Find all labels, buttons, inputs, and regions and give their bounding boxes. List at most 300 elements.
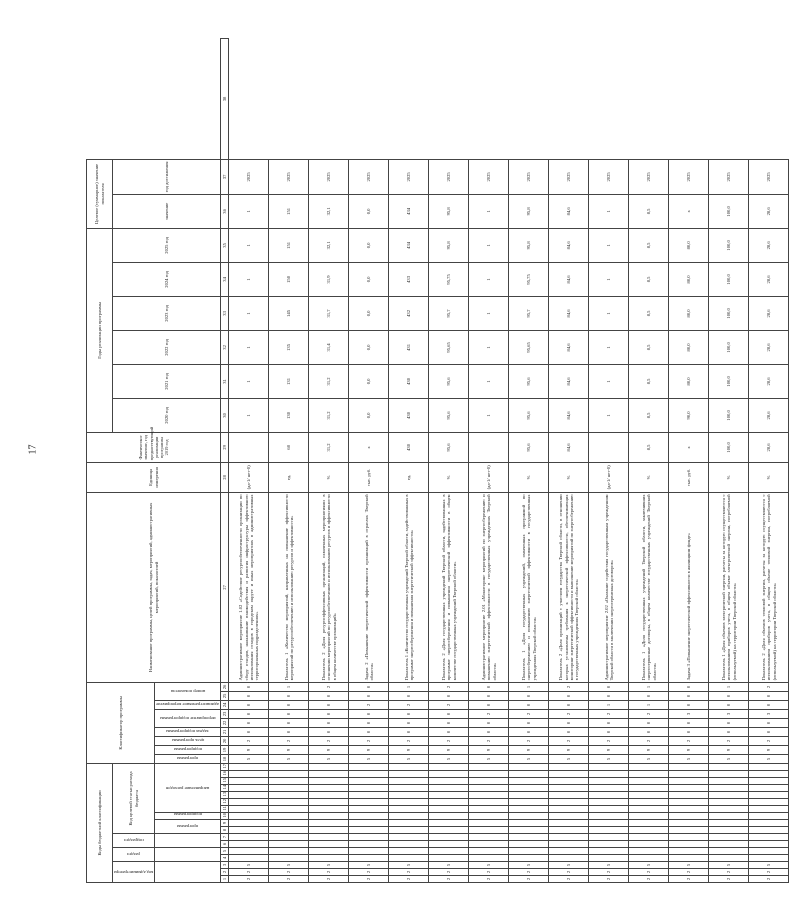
classifier-digit: 0 — [469, 718, 509, 727]
column-number: 26 — [221, 682, 229, 691]
budget-code-cell — [589, 855, 629, 862]
budget-code-cell — [469, 848, 509, 855]
code-digit: 2 — [749, 869, 789, 876]
budget-code-cell — [349, 799, 389, 806]
budget-code-cell — [749, 806, 789, 813]
item-name: Задача 2 «Повышение энергетической эффективности организаций в отраслях Тверской области» — [349, 492, 389, 682]
table-body — [229, 39, 789, 883]
budget-code-cell — [629, 785, 669, 792]
classifier-digit: 9 — [629, 745, 669, 754]
budget-code-cell — [429, 778, 469, 785]
budget-code-cell — [349, 820, 389, 827]
classifier-digit: 5 — [309, 754, 349, 763]
budget-code-cell — [709, 848, 749, 855]
item-name: Показатель 1 «Доля государственных учреждений, охваченных программой по энергосбережению и повышению энергетической эффективности в государственных учреждениях Тверской области» — [509, 492, 549, 682]
classifier-digit: 2 — [349, 700, 389, 709]
budget-code-cell — [349, 827, 389, 834]
header-years-group: Годы реализации программы — [87, 228, 113, 432]
budget-code-cell — [669, 785, 709, 792]
column-number: 16 — [222, 770, 228, 776]
budget-code-cell — [669, 763, 709, 770]
column-number: 21 — [221, 727, 229, 736]
header-target-group: Целевое (суммарное) значение показателя — [87, 159, 113, 228]
column-number: 22 — [221, 718, 229, 727]
year-value: 84,6 — [549, 330, 589, 364]
classifier-digit: 0 — [669, 727, 709, 736]
budget-code-cell — [589, 827, 629, 834]
year-value: 0,0 — [349, 262, 389, 296]
classifier-digit: 0 — [549, 691, 589, 700]
target-year: 2025 — [429, 159, 469, 194]
classifier-digit: 9 — [589, 745, 629, 754]
year-value: 31,9 — [309, 262, 349, 296]
classifier-digit: 5 — [669, 754, 709, 763]
budget-code-cell — [749, 841, 789, 848]
budget-code-cell — [669, 834, 709, 841]
code-digit: 2 — [309, 869, 349, 876]
target-value: х — [669, 194, 709, 228]
program-table — [86, 38, 789, 883]
code-digit: 5 — [269, 862, 309, 869]
classifier-digit: 0 — [709, 727, 749, 736]
header-year-2022: 2022 год — [113, 330, 221, 364]
budget-code-cell — [469, 855, 509, 862]
classifier-digit: 0 — [509, 700, 549, 709]
target-value: 1 — [229, 194, 269, 228]
budget-code-cell — [709, 792, 749, 799]
budget-code-cell — [229, 799, 269, 806]
budget-code-cell — [509, 834, 549, 841]
code-digit: 5 — [349, 862, 389, 869]
classifier-digit: 0 — [509, 691, 549, 700]
classifier-digit: 0 — [669, 718, 709, 727]
budget-code-cell — [389, 855, 429, 862]
budget-code-cell — [309, 827, 349, 834]
year-value: 8,5 — [629, 330, 669, 364]
budget-code-cell — [229, 806, 269, 813]
budget-code-cell — [589, 771, 629, 778]
column-number: 37 — [221, 159, 229, 194]
classifier-digit: 2 — [709, 736, 749, 745]
budget-code-cell — [269, 827, 309, 834]
budget-code-cell — [749, 799, 789, 806]
classifier-digit: 5 — [749, 754, 789, 763]
budget-code-cell — [229, 778, 269, 785]
header-target-value: значение — [113, 194, 221, 228]
budget-code-cell — [589, 834, 629, 841]
year-value: 80,0 — [669, 228, 709, 262]
column-number: 15 — [222, 777, 228, 783]
column-number: 28 — [221, 462, 229, 492]
year-value: 95,8 — [509, 228, 549, 262]
budget-code-cell — [589, 785, 629, 792]
classifier-digit: 0 — [389, 709, 429, 718]
header-year-2025: 2025 год — [113, 228, 221, 262]
budget-code-cell — [309, 855, 349, 862]
item-unit: ед. — [269, 462, 309, 492]
budget-code-cell — [509, 778, 549, 785]
budget-code-cell — [349, 834, 389, 841]
budget-code-cell — [749, 834, 789, 841]
column-number: 35 — [221, 228, 229, 262]
item-name: Показатель 2 «Доля объемов тепловой энергии, расчеты за которую осуществляются с использованием приборов учета, в общем объеме тепловой энергии, потребляемой (используемой) на территории Тверской области» — [749, 492, 789, 682]
budget-code-cell — [549, 806, 589, 813]
classifier-digit: 0 — [709, 718, 749, 727]
target-value: 1 — [469, 194, 509, 228]
year-value: 1 — [229, 364, 269, 398]
year-value: 100,0 — [709, 364, 749, 398]
target-value: 28,6 — [749, 194, 789, 228]
budget-code-cell — [709, 834, 749, 841]
classifier-digit: 9 — [549, 745, 589, 754]
year-value: 28,6 — [749, 398, 789, 432]
classifier-digit: 5 — [229, 754, 269, 763]
code-digit: 2 — [389, 876, 429, 883]
classifier-digit: 1 — [629, 682, 669, 691]
budget-code-cell — [589, 841, 629, 848]
budget-code-cell — [349, 841, 389, 848]
code-digit: 5 — [389, 862, 429, 869]
year-value: 100,0 — [709, 262, 749, 296]
classifier-digit: 9 — [749, 745, 789, 754]
budget-code-cell — [509, 785, 549, 792]
code-digit: 2 — [629, 876, 669, 883]
classifier-digit: 2 — [469, 709, 509, 718]
target-value: 0,0 — [349, 194, 389, 228]
column-number: 20 — [221, 736, 229, 745]
classifier-digit: 3 — [749, 709, 789, 718]
classifier-digit: 0 — [429, 727, 469, 736]
budget-code-cell — [389, 813, 429, 820]
budget-code-cell — [469, 771, 509, 778]
budget-code-cell — [629, 855, 669, 862]
code-digit: 5 — [589, 862, 629, 869]
table-row — [709, 39, 749, 883]
budget-code-cell — [229, 763, 269, 770]
header-fact: Фактическое значение, год предшествующий реализации программы 2019 год — [87, 432, 221, 462]
code-digit: 5 — [309, 862, 349, 869]
item-unit: % — [429, 462, 469, 492]
column-number: 18 — [221, 754, 229, 763]
target-year: 2025 — [589, 159, 629, 194]
budget-code-cell — [429, 813, 469, 820]
target-value: 32,1 — [309, 194, 349, 228]
header-cls-goal: цель программы — [155, 736, 221, 745]
column-number: 29 — [221, 432, 229, 462]
budget-code-cell — [229, 771, 269, 778]
budget-code-cell — [309, 785, 349, 792]
budget-code-cell — [269, 855, 309, 862]
code-digit: 5 — [509, 862, 549, 869]
year-value: 100,0 — [709, 228, 749, 262]
classifier-digit: 2 — [629, 736, 669, 745]
header-section: раздел — [113, 848, 155, 862]
classifier-digit: 0 — [229, 718, 269, 727]
year-value: 432 — [389, 296, 429, 330]
budget-code-cell — [469, 799, 509, 806]
budget-code-cell — [269, 778, 309, 785]
budget-code-cell — [629, 806, 669, 813]
year-value: 100,0 — [709, 296, 749, 330]
code-digit: 2 — [269, 876, 309, 883]
budget-code-cell — [269, 834, 309, 841]
code-digit: 2 — [509, 869, 549, 876]
budget-code-cell — [349, 848, 389, 855]
target-year: 2025 — [629, 159, 669, 194]
header-direction: направление расходов — [155, 763, 221, 812]
budget-code-cell — [629, 848, 669, 855]
budget-code-cell — [389, 778, 429, 785]
budget-code-cell — [349, 763, 389, 770]
budget-code-cell — [229, 820, 269, 827]
classifier-digit: 2 — [229, 736, 269, 745]
item-fact — [589, 432, 629, 462]
classifier-digit: 0 — [349, 727, 389, 736]
header-year-2023: 2023 год — [113, 296, 221, 330]
column-number: 4 — [221, 855, 229, 862]
item-unit: (да-1/ нет-0) — [469, 462, 509, 492]
classifier-digit: 2 — [429, 700, 469, 709]
budget-code-cell — [509, 841, 549, 848]
budget-code-cell — [629, 834, 669, 841]
classifier-digit: 2 — [309, 736, 349, 745]
code-digit: 5 — [709, 862, 749, 869]
classifier-digit: 2 — [389, 736, 429, 745]
year-value: 28,6 — [749, 262, 789, 296]
budget-code-cell — [629, 771, 669, 778]
year-value: 84,6 — [549, 364, 589, 398]
item-unit: (да-1/ нет-0) — [589, 462, 629, 492]
budget-code-cell — [469, 792, 509, 799]
item-fact: 95,6 — [429, 432, 469, 462]
year-value: 80,0 — [669, 364, 709, 398]
header-unit: Единица измерения — [87, 462, 221, 492]
classifier-digit: 0 — [429, 718, 469, 727]
code-digit: 2 — [669, 869, 709, 876]
budget-code-cell — [709, 820, 749, 827]
year-value: 1 — [469, 262, 509, 296]
classifier-digit: 9 — [469, 745, 509, 754]
column-number: 24 — [221, 700, 229, 709]
classifier-digit: 2 — [469, 736, 509, 745]
budget-code-cell — [309, 792, 349, 799]
column-number: 5 — [221, 848, 229, 855]
classifier-digit: 0 — [549, 718, 589, 727]
classifier-digit: 2 — [349, 736, 389, 745]
item-name: Задача 3 «Повышение энергетической эффективности в жилищном фонде» — [669, 492, 709, 682]
classifier-digit: 0 — [509, 727, 549, 736]
item-name: Показатель 1 «Количество мероприятий, направленных на повышение эффективности мероприятий по ресурсообеспечению и использованию ресурсов и эффективности» — [269, 492, 309, 682]
budget-code-cell — [309, 799, 349, 806]
year-value: 8,5 — [629, 262, 669, 296]
year-value: 95,6 — [509, 364, 549, 398]
classifier-digit: 0 — [469, 691, 509, 700]
year-value: 8,5 — [629, 228, 669, 262]
column-number: 14 — [222, 784, 228, 790]
target-value: 1 — [589, 194, 629, 228]
classifier-digit: 2 — [749, 682, 789, 691]
year-value: 95,75 — [429, 262, 469, 296]
budget-code-cell — [309, 778, 349, 785]
budget-code-cell — [349, 778, 389, 785]
budget-code-cell — [629, 763, 669, 770]
budget-code-cell — [629, 792, 669, 799]
budget-code-cell — [429, 806, 469, 813]
budget-code-cell — [549, 771, 589, 778]
table-row — [749, 39, 789, 883]
budget-code-cell — [309, 813, 349, 820]
code-digit: 2 — [469, 876, 509, 883]
year-value: 430 — [389, 364, 429, 398]
classifier-digit: 5 — [269, 754, 309, 763]
year-value: 95,65 — [509, 330, 549, 364]
budget-code-cell — [429, 848, 469, 855]
budget-code-cell — [749, 848, 789, 855]
classifier-digit: 1 — [269, 682, 309, 691]
budget-code-cell — [749, 855, 789, 862]
budget-code-cell — [669, 799, 709, 806]
budget-code-cell — [269, 785, 309, 792]
budget-code-cell — [589, 799, 629, 806]
header-target-article: Код целевой статьи расхода бюджета — [113, 763, 155, 833]
budget-code-cell — [669, 820, 709, 827]
target-year: 2025 — [669, 159, 709, 194]
classifier-digit: 5 — [589, 754, 629, 763]
table-row — [389, 39, 429, 883]
target-value: 8,5 — [629, 194, 669, 228]
year-value: 95,7 — [509, 296, 549, 330]
year-value: 131 — [269, 364, 309, 398]
classifier-digit: 0 — [229, 682, 269, 691]
budget-code-cell — [509, 763, 549, 770]
target-value: 100,0 — [709, 194, 749, 228]
budget-code-cell — [389, 841, 429, 848]
classifier-digit: 1 — [389, 682, 429, 691]
column-number: 12 — [222, 798, 228, 804]
budget-code-cell — [469, 820, 509, 827]
budget-code-cell — [669, 848, 709, 855]
budget-code-cell — [349, 813, 389, 820]
table-row — [349, 39, 389, 883]
budget-code-cell — [509, 799, 549, 806]
budget-code-cell — [549, 785, 589, 792]
column-number: 30 — [221, 398, 229, 432]
budget-code-cell — [549, 848, 589, 855]
budget-code-cell — [509, 813, 549, 820]
budget-code-cell — [229, 785, 269, 792]
budget-code-cell — [629, 799, 669, 806]
classifier-digit: 0 — [229, 700, 269, 709]
budget-code-cell — [389, 792, 429, 799]
column-number: 2 — [221, 869, 229, 876]
classifier-digit: 0 — [309, 700, 349, 709]
year-value: 84,6 — [549, 262, 589, 296]
classifier-digit: 2 — [429, 736, 469, 745]
budget-code-cell — [709, 778, 749, 785]
budget-code-cell — [709, 855, 749, 862]
budget-code-cell — [589, 763, 629, 770]
target-year: 2025 — [749, 159, 789, 194]
budget-code-cell — [749, 785, 789, 792]
item-unit: % — [709, 462, 749, 492]
budget-code-cell — [549, 855, 589, 862]
item-unit: тыс. руб. — [349, 462, 389, 492]
budget-code-cell — [429, 855, 469, 862]
year-value: 84,6 — [549, 228, 589, 262]
year-value: 100,0 — [709, 330, 749, 364]
budget-code-cell — [669, 806, 709, 813]
budget-code-cell — [509, 806, 549, 813]
budget-code-cell — [469, 834, 509, 841]
code-digit: 2 — [589, 876, 629, 883]
year-value: 1 — [589, 364, 629, 398]
table-row — [269, 39, 309, 883]
classifier-digit: 0 — [749, 718, 789, 727]
budget-code-cell — [469, 827, 509, 834]
year-value: 0,0 — [349, 296, 389, 330]
year-value: 28,6 — [749, 330, 789, 364]
classifier-digit: 2 — [669, 736, 709, 745]
budget-code-cell — [669, 813, 709, 820]
code-digit: 2 — [709, 876, 749, 883]
budget-code-cell — [629, 778, 669, 785]
code-digit: 2 — [429, 869, 469, 876]
classifier-digit: 2 — [629, 709, 669, 718]
column-number: 10 — [222, 812, 228, 818]
column-number: 17 — [222, 763, 228, 769]
column-number: 13 — [222, 791, 228, 797]
classifier-digit: 2 — [589, 709, 629, 718]
column-number: 38 — [221, 39, 229, 160]
item-unit: (да-1/ нет-0) — [229, 462, 269, 492]
classifier-digit: 3 — [709, 709, 749, 718]
item-fact: 8,5 — [629, 432, 669, 462]
code-digit: 2 — [229, 876, 269, 883]
year-value: 95,65 — [429, 330, 469, 364]
code-digit: 2 — [229, 869, 269, 876]
budget-code-cell — [349, 792, 389, 799]
classifier-digit: 0 — [749, 691, 789, 700]
budget-code-cell — [269, 820, 309, 827]
year-value: 28,6 — [749, 296, 789, 330]
classifier-digit: 0 — [629, 718, 669, 727]
year-value: 1 — [229, 330, 269, 364]
budget-code-cell — [549, 834, 589, 841]
budget-code-cell — [509, 771, 549, 778]
classifier-digit: 0 — [469, 727, 509, 736]
budget-code-cell — [389, 771, 429, 778]
budget-code-cell — [269, 763, 309, 770]
item-fact: 31,2 — [309, 432, 349, 462]
code-digit: 5 — [469, 862, 509, 869]
column-number: 31 — [221, 364, 229, 398]
classifier-digit: 0 — [629, 691, 669, 700]
target-value: 95,8 — [509, 194, 549, 228]
header-subsection: подраздел — [113, 834, 155, 848]
classifier-digit: 9 — [349, 745, 389, 754]
budget-code-cell — [709, 841, 749, 848]
budget-code-cell — [749, 792, 789, 799]
classifier-digit: 3 — [669, 709, 709, 718]
column-number: 32 — [221, 330, 229, 364]
budget-code-cell — [429, 785, 469, 792]
item-name: Показатель 1 «Доля объемов электрической энергии, расчеты за которую осуществляются с использованием приборов учета, в общем объеме электрической энергии, потребляемой (используемой) на территории Тверской области» — [709, 492, 749, 682]
item-unit: % — [509, 462, 549, 492]
budget-code-cell — [229, 855, 269, 862]
classifier-digit: 5 — [549, 754, 589, 763]
code-digit: 2 — [709, 869, 749, 876]
budget-code-cell — [509, 820, 549, 827]
